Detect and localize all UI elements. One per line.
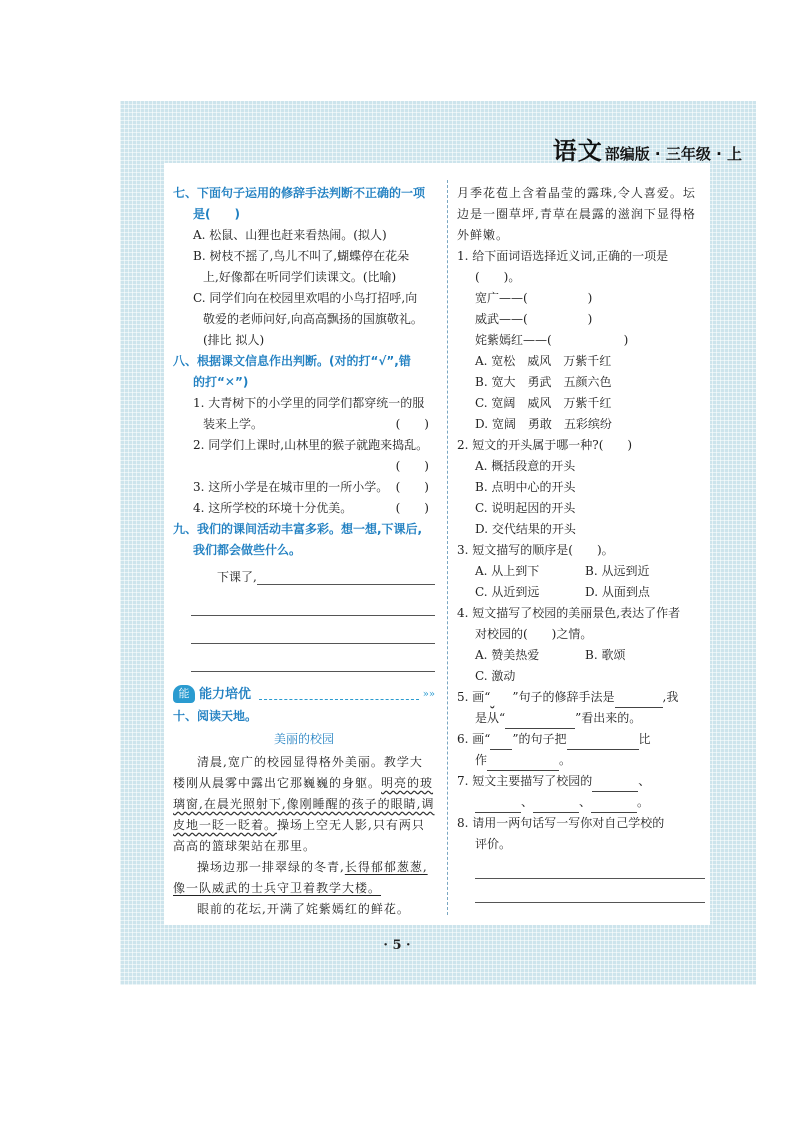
- r3-option-d: D. 从面到点: [585, 585, 650, 599]
- q8-answer-4[interactable]: ( ): [395, 501, 429, 515]
- r7-sep-1: 、: [638, 774, 651, 788]
- r4-option-a: A. 赞美热爱: [475, 648, 540, 662]
- q8-title-cont: 的打“✕”): [193, 375, 249, 389]
- r6-line-1: [457, 729, 705, 750]
- p2-underlined-sentence: 长得郁郁葱葱,像一队威武的士兵守卫着教学大楼。: [173, 860, 428, 895]
- trophy-icon: 能: [173, 685, 195, 703]
- r6-line-2: [457, 750, 705, 771]
- r5-text-a: 5. 画“: [457, 690, 491, 704]
- q9-title-cont: 我们都会做些什么。: [193, 543, 302, 557]
- r4-title-cont: 对校园的( )之情。: [475, 627, 593, 641]
- r7-blank-3[interactable]: [533, 798, 579, 813]
- r7-blank-1[interactable]: [592, 777, 638, 792]
- r3-option-b: B. 从远到近: [585, 564, 650, 578]
- q7-option-c: C. 同学们向在校园里欢唱的小鸟打招呼,向: [193, 291, 418, 305]
- r6-blank-2[interactable]: [487, 756, 559, 771]
- r1-option-c: C. 宽阔 威风 万紫千红: [475, 396, 612, 410]
- q8-statement-1-cont: [173, 414, 435, 435]
- r3-option-a: A. 从上到下: [475, 564, 540, 578]
- r1-word-3[interactable]: 姹紫嫣红——( ): [475, 333, 629, 347]
- q8-statement-2: 2. 同学们上课时,山林里的猴子就跑来捣乱。: [193, 438, 429, 452]
- article-paragraph-3-cont: 月季花苞上含着晶莹的露珠,令人喜爱。坛边是一圈草坪,青草在晨露的滋润下显得格外鲜嫩。: [457, 186, 696, 242]
- r2-title: 2. 短文的开头属于哪一种?( ): [457, 438, 633, 452]
- r4-title: 4. 短文描写了校园的美丽景色,表达了作者: [457, 606, 681, 620]
- q7-option-a: A. 松鼠、山狸也赶来看热闹。(拟人): [193, 228, 387, 242]
- p1-text-c: 操场上空无人影,只有两只高高的篮球架站在那里。: [173, 818, 425, 853]
- q7-title: 七、下面句子运用的修辞手法判断不正确的一项: [173, 186, 426, 200]
- r4-option-c: C. 激动: [475, 669, 516, 683]
- q8-statement-3: 3. 这所小学是在城市里的一所小学。: [193, 480, 389, 494]
- q8-statement-3-row: [173, 477, 435, 498]
- q7-option-c-cont: 敬爱的老师问好,向高高飘扬的国旗敬礼。: [203, 312, 423, 326]
- r1-option-a: A. 宽松 威风 万紫千红: [475, 354, 612, 368]
- r5-line-2: [457, 708, 705, 729]
- q9-answer-line-4[interactable]: [191, 650, 435, 672]
- r5-wavy-mark: [490, 687, 512, 708]
- article-paragraph-1: [173, 752, 435, 857]
- r8-answer-line-1[interactable]: [475, 857, 705, 879]
- r4-options-row-1: [457, 645, 705, 666]
- r2-option-c: C. 说明起因的开头: [475, 501, 576, 515]
- article-title: 美丽的校园: [273, 732, 334, 746]
- q8-answer-1[interactable]: ( ): [395, 417, 429, 431]
- q8-answer-2[interactable]: ( ): [395, 459, 429, 473]
- q7-option-b: B. 树枝不摇了,鸟儿不叫了,蝴蝶停在花朵: [193, 249, 410, 263]
- q7-title-cont: 是( ): [193, 207, 240, 221]
- q9-answer-line-2[interactable]: [191, 594, 435, 616]
- q8-statement-1: 1. 大青树下的小学里的同学们都穿统一的服: [193, 396, 425, 410]
- q8-statement-1-text: 装来上学。: [203, 417, 264, 431]
- r3-options-row-2: [457, 582, 705, 603]
- r3-option-c: C. 从近到远: [475, 585, 540, 599]
- ability-section-header: [173, 682, 435, 706]
- r2-option-d: D. 交代结果的开头: [475, 522, 576, 536]
- r1-option-d: D. 宽阔 勇敢 五彩缤纷: [475, 417, 612, 431]
- r6-text-a: 6. 画“: [457, 732, 491, 746]
- section-label: 能力培优: [199, 686, 252, 702]
- r8-title-cont: 评价。: [475, 837, 512, 851]
- r7-line-2: [457, 792, 705, 813]
- r1-word-1[interactable]: 宽广——( ): [475, 291, 593, 305]
- q9-title: 九、我们的课间活动丰富多彩。想一想,下课后,: [173, 522, 423, 536]
- column-divider: [447, 180, 448, 915]
- r1-option-b: B. 宽大 勇武 五颜六色: [475, 375, 612, 389]
- q8-title: 八、根据课文信息作出判断。(对的打“√”,错: [173, 354, 411, 368]
- r7-text: 7. 短文主要描写了校园的: [457, 774, 593, 788]
- r6-text-b: ”的句子把: [512, 732, 567, 746]
- r2-option-b: B. 点明中心的开头: [475, 480, 576, 494]
- r5-text-d: 是从“: [475, 711, 506, 725]
- r5-text-c: ,我: [662, 690, 679, 704]
- r6-text-e: 。: [559, 753, 572, 767]
- r7-blank-4[interactable]: [591, 798, 637, 813]
- r6-blank-1[interactable]: [567, 735, 639, 750]
- r7-end: 。: [637, 795, 650, 809]
- section-rule: [259, 689, 419, 700]
- p1-text-a: 清晨,宽广的校园显得格外美丽。教学大楼刚从晨雾中露出它那巍巍的身躯。: [173, 755, 423, 790]
- r5-text-b: ”句子的修辞手法是: [512, 690, 615, 704]
- article-paragraph-3: 眼前的花坛,开满了姹紫嫣红的鲜花。: [197, 902, 410, 916]
- r6-text-d: 作: [475, 753, 488, 767]
- left-column: [173, 183, 435, 920]
- r4-option-b: B. 歌颂: [585, 648, 626, 662]
- r3-options-row-1: [457, 561, 705, 582]
- q9-answer-line-3[interactable]: [191, 622, 435, 644]
- header-edition: 部编版 · 三年级 · 上: [604, 145, 742, 163]
- q9-prompt-row: [173, 567, 435, 588]
- r5-blank-2[interactable]: [505, 714, 575, 729]
- q8-answer-3[interactable]: ( ): [395, 480, 429, 494]
- page-number: · 5 ·: [383, 938, 411, 953]
- header-subject: 语文: [552, 137, 603, 165]
- r7-blank-2[interactable]: [475, 798, 521, 813]
- r1-title: 1. 给下面词语选择近义词,正确的一项是: [457, 249, 669, 263]
- r5-blank-1[interactable]: [615, 693, 663, 708]
- q7-option-b-cont: 上,好像都在听同学们读课文。(比喻): [203, 270, 397, 284]
- r8-answer-line-2[interactable]: [475, 881, 705, 903]
- q10-title: 十、阅读天地。: [173, 709, 258, 723]
- right-column: [457, 183, 705, 903]
- q8-statement-4: 4. 这所学校的环境十分优美。: [193, 501, 353, 515]
- r2-option-a: A. 概括段意的开头: [475, 459, 576, 473]
- r6-text-c: 比: [638, 732, 651, 746]
- q8-answer-2-row: [173, 456, 435, 477]
- p2-text-a: 操场边那一排翠绿的冬青,: [197, 860, 345, 874]
- r5-text-e: ”看出来的。: [575, 711, 642, 725]
- r6-line-mark: [490, 735, 512, 750]
- page-header: [552, 131, 742, 165]
- r1-title-cont: ( )。: [475, 270, 521, 284]
- r7-sep-2: 、: [521, 795, 534, 809]
- q9-answer-line-1[interactable]: [257, 567, 435, 585]
- double-arrow-icon: »»: [422, 688, 435, 700]
- p1-wavy-sentence: 明亮的玻璃窗,在晨光照射下,像刚睡醒的孩子的眼睛,调皮地一眨一眨着。: [173, 776, 435, 832]
- r7-line-1: [457, 771, 705, 792]
- q7-option-c-note: (排比 拟人): [203, 333, 265, 347]
- r8-title: 8. 请用一两句话写一写你对自己学校的: [457, 816, 665, 830]
- q8-statement-4-row: [173, 498, 435, 519]
- r5-line-1: [457, 687, 705, 708]
- article-paragraph-2: [173, 857, 435, 899]
- r1-word-2[interactable]: 威武——( ): [475, 312, 593, 326]
- r3-title: 3. 短文描写的顺序是( )。: [457, 543, 614, 557]
- q9-prompt: 下课了,: [217, 570, 257, 584]
- r7-sep-3: 、: [579, 795, 592, 809]
